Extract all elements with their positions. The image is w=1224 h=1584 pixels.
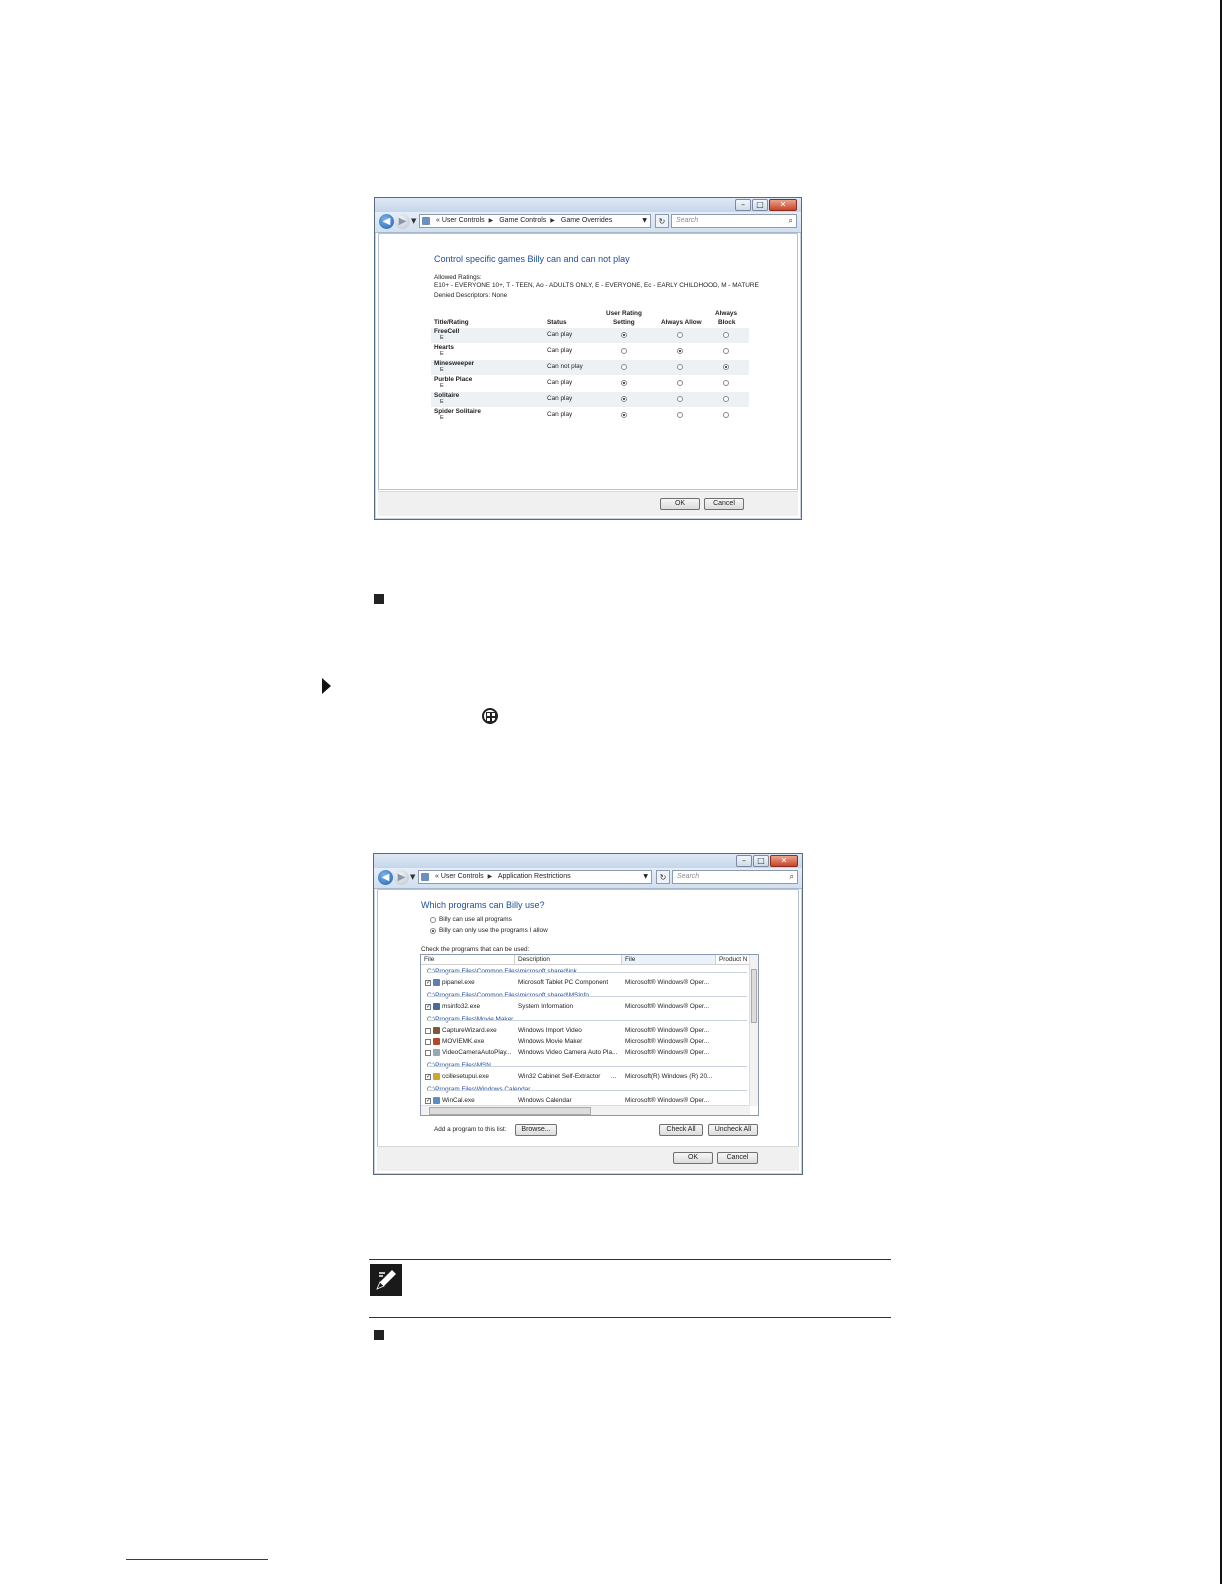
vertical-scroll-thumb[interactable] (751, 969, 757, 1023)
application-restrictions-content (377, 889, 799, 1147)
note-top-rule (369, 1259, 891, 1260)
uncheck-all-button[interactable]: Uncheck All (708, 1124, 758, 1136)
game-title: Solitaire (434, 392, 460, 399)
program-name: ccillesetupui.exe (442, 1073, 489, 1080)
vertical-scrollbar[interactable] (749, 955, 758, 1106)
column-header-file[interactable]: File (421, 955, 515, 965)
page-title: Control specific games Billy can and can not play (434, 254, 630, 264)
cancel-button[interactable]: Cancel (717, 1152, 758, 1164)
breadcrumb-item[interactable]: Game Controls (499, 217, 547, 224)
game-block-radio[interactable] (723, 380, 729, 386)
program-file-icon (433, 1038, 440, 1045)
browse-button[interactable]: Browse... (515, 1124, 557, 1136)
game-status: Can not play (547, 363, 583, 370)
program-desc: System Information (518, 1003, 574, 1010)
column-header-description[interactable]: Description (515, 955, 622, 965)
game-user-radio[interactable] (621, 396, 627, 402)
search-input[interactable]: Search ⌕ (671, 214, 797, 228)
game-allow-radio[interactable] (677, 380, 683, 386)
game-title: Hearts (434, 344, 454, 351)
close-button[interactable]: ✕ (770, 855, 798, 867)
windows-start-icon (482, 708, 498, 724)
magnifier-icon[interactable]: ⌕ (789, 872, 794, 881)
game-status: Can play (547, 411, 573, 418)
game-allow-radio[interactable] (677, 364, 683, 370)
program-file-icon (433, 1003, 440, 1010)
address-dropdown-icon[interactable]: ▼ (643, 873, 648, 880)
program-name: msinfo32.exe (442, 1003, 481, 1010)
program-file: Microsoft® Windows® Oper... (625, 1097, 709, 1104)
back-arrow-icon[interactable]: ◀ (378, 870, 393, 885)
program-desc: Windows Video Camera Auto Pla... (518, 1049, 618, 1056)
search-input[interactable]: Search ⌕ (672, 870, 798, 884)
control-panel-icon (422, 217, 430, 225)
group-divider (427, 1090, 747, 1091)
column-always-allow: Always Allow (661, 319, 702, 326)
navigation-bar (375, 212, 801, 233)
column-always-block: Always (715, 310, 738, 317)
ok-button[interactable]: OK (673, 1152, 713, 1164)
game-title: Minesweeper (434, 360, 475, 367)
refresh-icon[interactable]: ↻ (656, 870, 670, 884)
column-title-rating: Title/Rating (434, 319, 469, 326)
footer-link-underline (126, 1559, 268, 1560)
game-status: Can play (547, 331, 573, 338)
magnifier-icon[interactable]: ⌕ (788, 216, 793, 225)
page-edge-rule (1220, 0, 1222, 1584)
group-divider (427, 996, 747, 997)
allowed-ratings-label: Allowed Ratings: (434, 274, 482, 281)
add-program-label: Add a program to this list: (434, 1126, 507, 1133)
group-divider (427, 972, 747, 973)
program-file-icon (433, 1073, 440, 1080)
procedure-arrow-icon (322, 678, 331, 694)
program-file: Microsoft® Windows® Oper... (625, 1038, 709, 1045)
title-bar (374, 854, 802, 868)
dialog-footer (377, 1146, 799, 1171)
breadcrumb-item[interactable]: Application Restrictions (497, 873, 571, 880)
game-block-radio[interactable] (723, 348, 729, 354)
option-all-programs-radio[interactable] (430, 917, 436, 923)
game-allow-radio[interactable] (677, 332, 683, 338)
program-file: Microsoft® Windows® Oper... (625, 979, 709, 986)
program-checkbox[interactable] (425, 1028, 431, 1034)
game-block-radio[interactable] (723, 332, 729, 338)
game-user-radio[interactable] (621, 364, 627, 370)
program-file: Microsoft(R) Windows (R) 20... (625, 1073, 713, 1080)
group-divider (427, 1020, 747, 1021)
game-status: Can play (547, 395, 573, 402)
game-row-shade (431, 328, 749, 343)
game-title: Purble Place (434, 376, 473, 383)
program-checkbox[interactable]: ✓ (426, 1097, 432, 1104)
game-rating: E (440, 351, 444, 357)
game-rating: E (440, 367, 444, 373)
program-file: Microsoft® Windows® Oper... (625, 1003, 709, 1010)
program-name: MOVIEMK.exe (442, 1038, 485, 1045)
column-user-rating-setting: Setting (613, 319, 635, 326)
game-allow-radio[interactable] (677, 396, 683, 402)
program-desc: Windows Movie Maker (518, 1038, 583, 1045)
navigation-bar (374, 868, 802, 889)
game-rating: E (440, 399, 444, 405)
game-overrides-content (378, 233, 798, 490)
program-file-icon (433, 1049, 440, 1056)
breadcrumb-item[interactable]: User Controls (441, 217, 485, 224)
history-dropdown-icon[interactable]: ▼ (411, 217, 417, 225)
game-status: Can play (547, 379, 573, 386)
address-bar[interactable]: « User Controls ▶ Application Restrictions ▼ (418, 870, 652, 884)
group-divider (427, 1066, 747, 1067)
forward-arrow-icon[interactable]: ▶ (394, 870, 409, 885)
end-of-section-marker (374, 1330, 384, 1340)
game-title: Spider Solitaire (434, 408, 481, 415)
game-rating: E (440, 415, 444, 421)
forward-arrow-icon[interactable]: ▶ (395, 214, 410, 229)
history-dropdown-icon[interactable]: ▼ (410, 873, 416, 881)
maximize-button[interactable]: □ (753, 855, 769, 867)
note-bottom-rule (369, 1317, 891, 1318)
horizontal-scroll-thumb[interactable] (429, 1107, 591, 1115)
game-rating: E (440, 335, 444, 341)
game-allow-radio[interactable] (677, 348, 683, 354)
game-user-radio[interactable] (621, 380, 627, 386)
program-file-icon (433, 1097, 440, 1104)
program-name: WinCal.exe (442, 1097, 475, 1104)
game-overrides-window (374, 197, 802, 520)
program-checkbox[interactable] (425, 1050, 431, 1056)
game-rating: E (440, 383, 444, 389)
end-of-section-marker (374, 594, 384, 604)
game-row-shade (431, 392, 749, 407)
game-user-radio[interactable] (621, 412, 627, 418)
cancel-button[interactable]: Cancel (704, 498, 744, 510)
column-user-rating: User Rating (606, 310, 642, 317)
control-panel-icon (421, 873, 429, 881)
game-block-radio[interactable] (723, 396, 729, 402)
minimize-button[interactable]: – (736, 855, 752, 867)
game-row-shade (431, 360, 749, 375)
dialog-footer (378, 491, 798, 516)
check-programs-label: Check the programs that can be used: (421, 946, 530, 953)
game-block-radio[interactable] (723, 364, 729, 370)
breadcrumb-item[interactable]: Game Overrides (560, 217, 613, 224)
program-checkbox[interactable] (425, 1039, 431, 1045)
column-header-file-version[interactable]: File (622, 955, 716, 965)
game-block-radio[interactable] (723, 412, 729, 418)
title-bar (375, 198, 801, 212)
program-checkbox[interactable]: ✓ (426, 979, 432, 986)
horizontal-scrollbar[interactable] (421, 1105, 750, 1115)
option-allowed-programs-radio[interactable] (430, 928, 436, 934)
breadcrumb-item[interactable]: User Controls (440, 873, 484, 880)
program-name: pipanel.exe (442, 979, 475, 986)
address-dropdown-icon[interactable]: ▼ (642, 217, 647, 224)
game-user-radio[interactable] (621, 332, 627, 338)
page-title: Which programs can Billy use? (421, 900, 545, 910)
program-desc: Windows Calendar (518, 1097, 572, 1104)
column-status: Status (547, 319, 567, 326)
program-name: VideoCameraAutoPlay... (442, 1049, 512, 1056)
maximize-button[interactable]: □ (752, 199, 768, 211)
column-header-product-name[interactable]: Product N (716, 955, 750, 965)
game-title: FreeCell (434, 328, 460, 335)
game-user-radio[interactable] (621, 348, 627, 354)
program-checkbox[interactable]: ✓ (426, 1073, 432, 1080)
check-all-button[interactable]: Check All (659, 1124, 703, 1136)
program-desc: Windows Import Video (518, 1027, 582, 1034)
option-all-programs-label[interactable]: Billy can use all programs (439, 916, 512, 923)
program-file-icon (433, 1027, 440, 1034)
programs-list[interactable] (420, 954, 759, 1116)
program-checkbox[interactable]: ✓ (426, 1003, 432, 1010)
program-desc: Win32 Cabinet Self-Extractor (518, 1073, 601, 1080)
game-allow-radio[interactable] (677, 412, 683, 418)
ok-button[interactable]: OK (660, 498, 700, 510)
denied-descriptors: Denied Descriptors: None (434, 292, 508, 299)
program-desc: Microsoft Tablet PC Component (518, 979, 609, 986)
program-name: CaptureWizard.exe (442, 1027, 497, 1034)
minimize-button[interactable]: – (735, 199, 751, 211)
program-desc-extra: ... (611, 1073, 617, 1080)
back-arrow-icon[interactable]: ◀ (379, 214, 394, 229)
close-button[interactable]: ✕ (769, 199, 797, 211)
application-restrictions-window (373, 853, 803, 1175)
address-bar[interactable]: « User Controls ▶ Game Controls ▶ Game Overrides ▼ (419, 214, 651, 228)
program-file-icon (433, 979, 440, 986)
refresh-icon[interactable]: ↻ (655, 214, 669, 228)
column-always-block-2: Block (718, 319, 736, 326)
game-status: Can play (547, 347, 573, 354)
option-allowed-programs-label[interactable]: Billy can only use the programs I allow (439, 927, 548, 934)
program-file: Microsoft® Windows® Oper... (625, 1027, 709, 1034)
pencil-note-icon (370, 1264, 402, 1296)
allowed-ratings-value: E10+ - EVERYONE 10+, T - TEEN, Ao - ADULTS ONLY, E - EVERYONE, Ec - EARLY CHILDHOOD, M - MATURE (434, 282, 759, 289)
program-file: Microsoft® Windows® Oper... (625, 1049, 709, 1056)
